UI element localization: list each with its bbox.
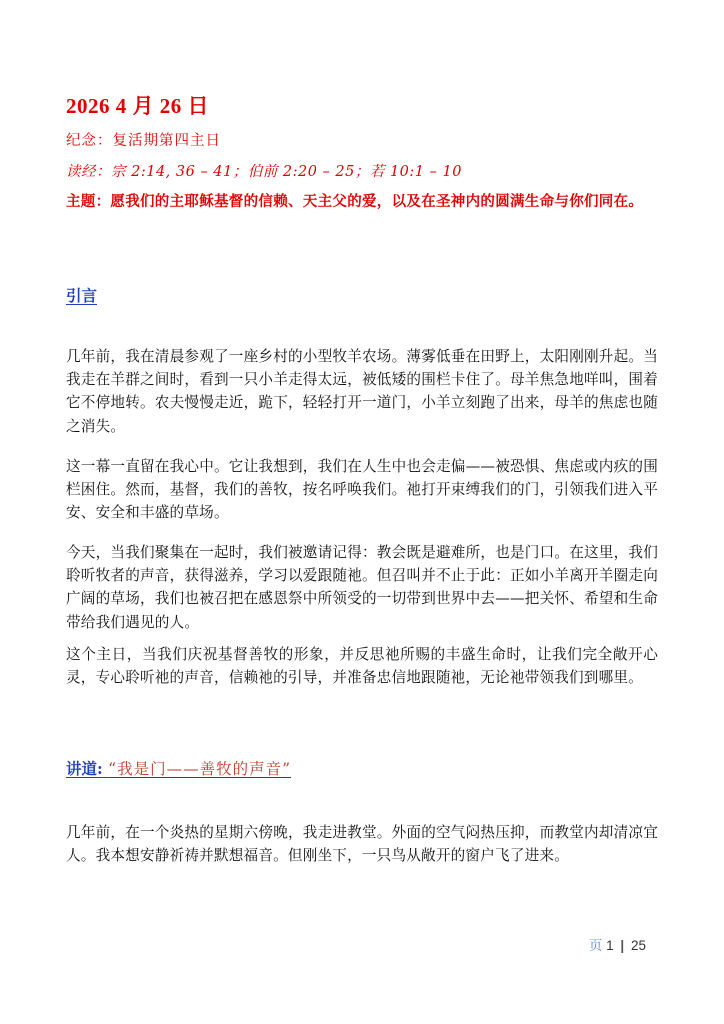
intro-paragraph-4: 这个主日，当我们庆祝基督善牧的形象，并反思祂所赐的丰盛生命时，让我们完全敞开心灵，专心聆听祂的声音，信赖祂的引导，并准备忠信地跟随祂，无论祂带领我们到哪里。 bbox=[66, 646, 658, 687]
date-heading: 2026 4 月 26 日 bbox=[66, 94, 209, 118]
intro-paragraph-1: 几年前，我在清晨参观了一座乡村的小型牧羊农场。薄雾低垂在田野上，太阳刚刚升起。当我走在羊群之间时，看到一只小羊走得太远，被低矮的围栏卡住了。母羊焦急地咩叫，围着它不停地转。农夫慢慢走近，跪下，轻轻打开一道门，小羊立刻跑了出来，母羊的焦虑也随之消失。 bbox=[66, 348, 658, 435]
theme-line: 主题：愿我们的主耶稣基督的信赖、天主父的爱，以及在圣神内的圆满生命与你们同在。 bbox=[66, 193, 644, 210]
page-number: 1 bbox=[606, 938, 614, 953]
page-footer bbox=[589, 934, 646, 954]
memorial-line: 纪念：复活期第四主日 bbox=[66, 133, 221, 149]
sermon-heading-colon: : bbox=[97, 759, 103, 778]
page-label: 页 bbox=[588, 938, 603, 953]
page-separator: | bbox=[620, 938, 625, 953]
sermon-paragraph-1: 几年前，在一个炎热的星期六傍晚，我走进教堂。外面的空气闷热压抑，而教堂内却清凉宜人。我本想安静祈祷并默想福音。但刚坐下，一只鸟从敞开的窗户飞了进来。 bbox=[66, 824, 658, 865]
sermon-title: “我是门——善牧的声音” bbox=[108, 760, 292, 778]
readings-line: 读经：宗 2:14, 36 – 41；伯前 2:20 – 25；若 10:1 – 10 bbox=[66, 164, 462, 180]
sermon-heading bbox=[66, 757, 291, 779]
intro-heading: 引言 bbox=[66, 286, 98, 305]
intro-paragraph-2: 这一幕一直留在我心中。它让我想到，我们在人生中也会走偏——被恐惧、焦虑或内疚的围栏困住。然而，基督，我们的善牧，按名呼唤我们。祂打开束缚我们的门，引领我们进入平安、安全和丰盛的草场。 bbox=[66, 458, 658, 522]
sermon-heading-label: 讲道 bbox=[66, 759, 98, 778]
intro-paragraph-3: 今天，当我们聚集在一起时，我们被邀请记得：教会既是避难所，也是门口。在这里，我们聆听牧者的声音，获得滋养，学习以爱跟随祂。但召叫并不止于此：正如小羊离开羊圈走向广阔的草场，我们也被召把在感恩祭中所领受的一切带到世界中去——把关怀、希望和生命带给我们遇见的人。 bbox=[66, 544, 658, 631]
total-pages: 25 bbox=[630, 938, 646, 953]
